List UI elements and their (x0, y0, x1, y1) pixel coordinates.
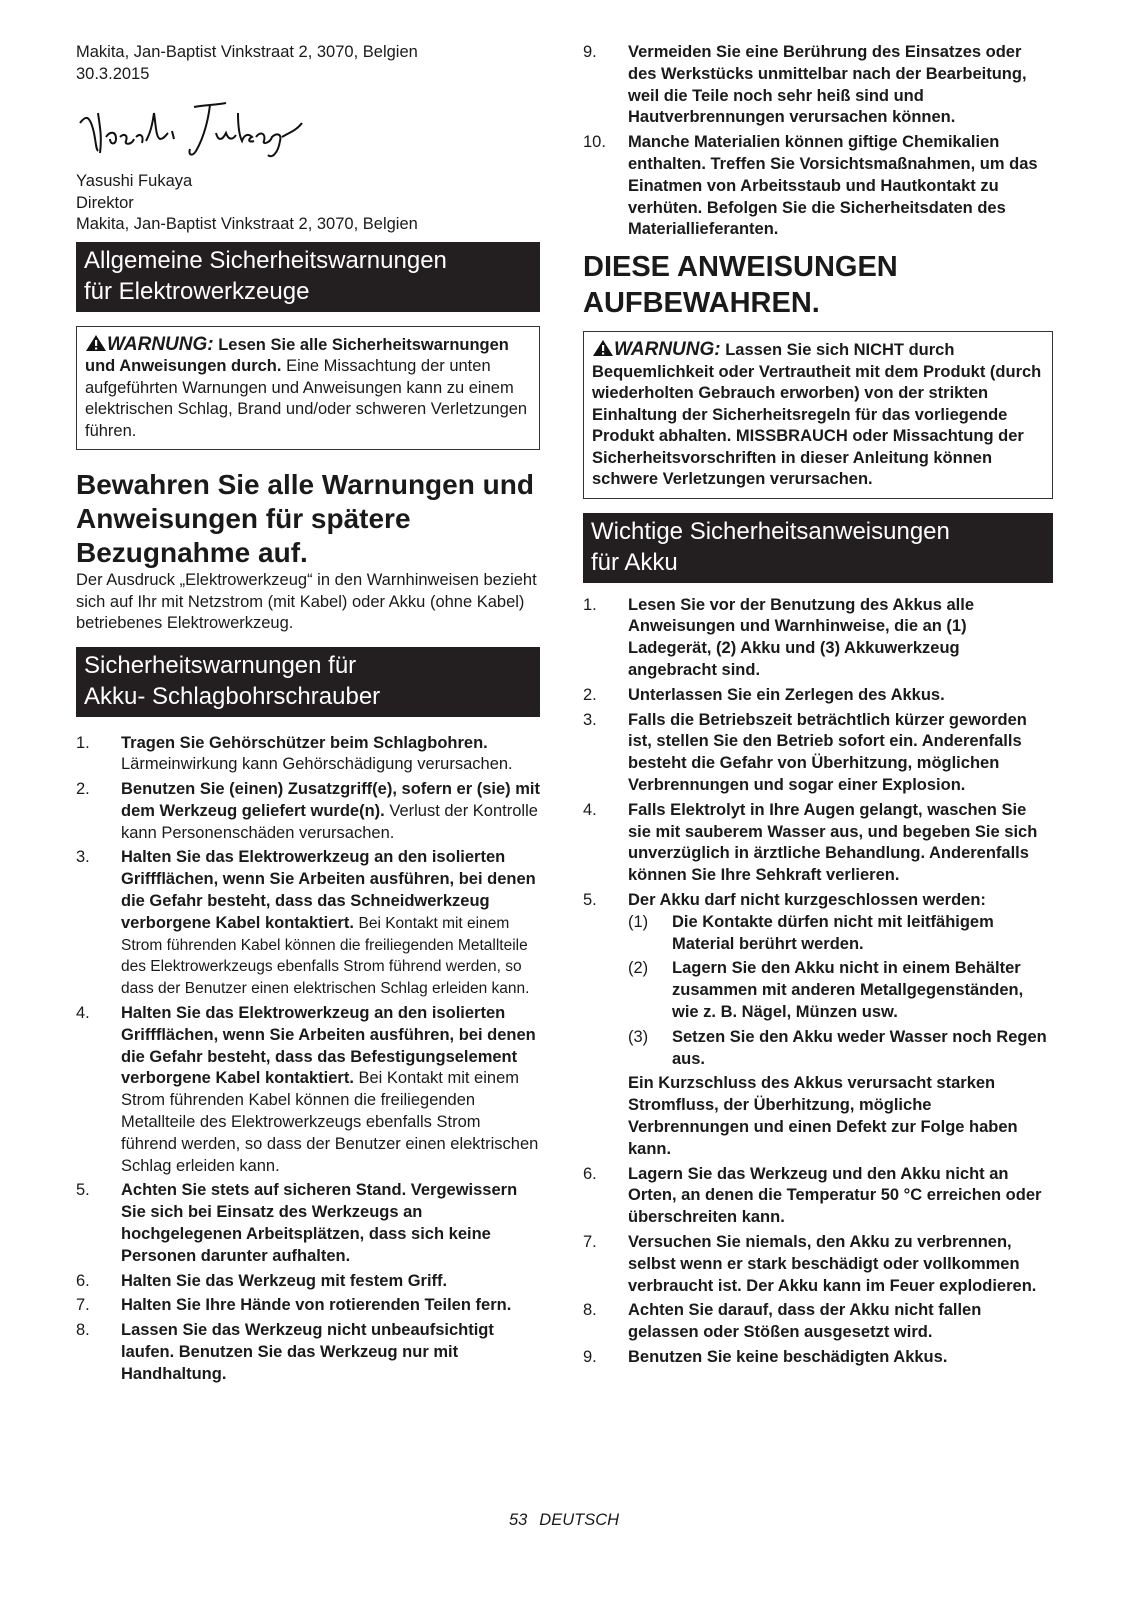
sub-item: (1) Die Kontakte dürfen nicht mit leitfähigem Material berührt werden. (628, 912, 994, 953)
keep-instructions-heading: Bewahren Sie alle Warnungen und Anweisungen für spätere Bezugnahme auf. (76, 469, 534, 568)
footer-language: DEUTSCH (539, 1511, 620, 1529)
list-item: 10. Manche Materialien können giftige Chemikalien enthalten. Treffen Sie Vorsichtsmaßnahmen, um das Einatmen von Arbeitsstaub und Hautkontakt zu verhüten. Befolgen Sie die Sicherheitsdaten des Materiallieferanten. (583, 133, 1038, 239)
signatory-address: Makita, Jan-Baptist Vinkstraat 2, 3070, Belgien (76, 215, 418, 233)
list-item: 3. Halten Sie das Elektrowerkzeug an den isolierten Griffflächen, wenn Sie Arbeiten ausführen, bei denen die Gefahr besteht, dass das Schneidwerkzeug verborgene Kabel kontaktiert. Bei Kontakt mit einem Strom führenden Kabel können die freiliegenden Metallteile des Elektrowerkzeugs ebenfalls Strom führend werden, so dass der Benutzer einen elektrischen Schlag erleiden kann. (76, 848, 536, 998)
keep-instructions-text: Der Ausdruck „Elektrowerkzeug“ in den Warnhinweisen bezieht sich auf Ihr mit Netzstrom (mit Kabel) oder Akku (ohne Kabel) betriebenes Elektrowerkzeug. (76, 571, 537, 632)
list-item: 8. Achten Sie darauf, dass der Akku nicht fallen gelassen oder Stößen ausgesetzt wird. (583, 1301, 982, 1342)
list-item: 8. Lassen Sie das Werkzeug nicht unbeaufsichtigt laufen. Benutzen Sie das Werkzeug nur mit Handhaltung. (76, 1321, 494, 1383)
signature-image (76, 93, 306, 165)
warning-triangle-icon (85, 334, 107, 352)
warning-triangle-icon (592, 339, 614, 357)
drill-safety-list-continued (583, 42, 1053, 241)
list-item: 2. Benutzen Sie (einen) Zusatzgriff(e), sofern er (sie) mit dem Werkzeug geliefert wurde(n). Verlust der Kontrolle kann Personenschäden verursachen. (76, 780, 540, 842)
list-item: 4. Falls Elektrolyt in Ihre Augen gelangt, waschen Sie sie mit sauberem Wasser aus, und begeben Sie sich unverzüglich in ärztliche Behandlung. Anderenfalls können Sie Ihre Sehkraft verlieren. (583, 800, 1038, 885)
sub-item: (3) Setzen Sie den Akku weder Wasser noch Regen aus. (628, 1027, 1047, 1068)
warning-text: Eine Missachtung der unten aufgeführten Warnungen und Anweisungen kann zu einem elektrischen Schlag, Brand und/oder schweren Verletzungen führen. (85, 357, 528, 440)
list-item: 5. Achten Sie stets auf sicheren Stand. Vergewissern Sie sich bei Einsatz des Werkzeugs an hochgelegenen Arbeitsplätzen, dass sich keine Personen darunter aufhalten. (76, 1181, 518, 1265)
warning-bold-text: Lesen Sie alle Sicherheitswarnungen und Anweisungen durch. (85, 335, 509, 375)
left-column (76, 42, 540, 1389)
page-footer (0, 1511, 1128, 1530)
section-header-general-safety: Allgemeine Sicherheitswarnungen für Elektrowerkzeuge (76, 242, 540, 312)
page-number: 53 (508, 1511, 528, 1529)
list-item: 2. Unterlassen Sie ein Zerlegen des Akkus. (583, 685, 945, 704)
list-item: 9. Benutzen Sie keine beschädigten Akkus. (583, 1347, 948, 1366)
list-item: 7. Halten Sie Ihre Hände von rotierenden Teilen fern. (76, 1296, 512, 1315)
date: 30.3.2015 (76, 64, 150, 83)
signatory-name: Yasushi Fukaya (76, 172, 193, 190)
keep-instructions-title: DIESE ANWEISUNGEN AUFBEWAHREN. (583, 251, 898, 320)
list-item: 7. Versuchen Sie niemals, den Akku zu verbrennen, selbst wenn er stark beschädigt oder vollkommen verbraucht ist. Der Akku kann im Feuer explodieren. (583, 1232, 1037, 1295)
signatory-title: Direktor (76, 193, 134, 212)
warning-label: WARNUNG: (614, 339, 721, 361)
address-line: Makita, Jan-Baptist Vinkstraat 2, 3070, Belgien (76, 43, 418, 61)
drill-safety-list (76, 733, 540, 1386)
warning-label: WARNUNG: (107, 333, 214, 355)
list-item: 6. Lagern Sie das Werkzeug und den Akku nicht an Orten, an denen die Temperatur 50 °C erreichen oder überschreiten kann. (583, 1164, 1042, 1227)
list-item: 1. Tragen Sie Gehörschützer beim Schlagbohren. Lärmeinwirkung kann Gehörschädigung verursachen. (76, 733, 513, 774)
warning-box-read-all (76, 326, 540, 451)
list-item: 3. Falls die Betriebszeit beträchtlich kürzer geworden ist, stellen Sie den Betrieb sofort ein. Anderenfalls besteht die Gefahr von Überhitzung, möglichen Verbrennungen und sogar einer Explosion. (583, 710, 1027, 795)
warning-box-misuse (583, 331, 1053, 499)
right-column (583, 42, 1053, 1372)
list-item: 6. Halten Sie das Werkzeug mit festem Griff. (76, 1271, 448, 1290)
list-item: 9. Vermeiden Sie eine Berührung des Einsatzes oder des Werkstücks unmittelbar nach der Bearbeitung, weil die Teile noch sehr heiß sind und Hautverbrennungen verursachen können. (583, 43, 1027, 127)
list-item: 4. Halten Sie das Elektrowerkzeug an den isolierten Griffflächen, wenn Sie Arbeiten ausführen, bei denen die Gefahr besteht, dass das Befestigungselement verborgene Kabel kontaktiert. Bei Kontakt mit einem Strom führenden Kabel können die freiliegenden Metallteile des Elektrowerkzeugs ebenfalls Strom führend werden, so dass der Benutzer einen elektrischen Schlag erleiden kann. (76, 1004, 539, 1175)
section-header-battery-safety: Wichtige Sicherheitsanweisungen für Akku (583, 513, 1053, 583)
warning-bold-text: Lassen Sie sich NICHT durch Bequemlichkeit oder Vertrautheit mit dem Produkt (durch wiederholten Gebrauch erworben) von der strikten Einhaltung der Sicherheitsregeln für das vorliegende Produkt abhalten. MISSBRAUCH oder Missachtung der Sicherheitsvorschriften in dieser Anleitung können schwere Verletzungen verursachen. (592, 341, 1042, 489)
list-item: 5. Der Akku darf nicht kurzgeschlossen werden: (1) Die Kontakte dürfen nicht mit leitfähigem Material berührt werden. (2) Lagern Sie den Akku nicht in einem Behälter zusammen mit anderen Metallgegenständen, wie z. B. Nägel, Münzen usw. (3) Setzen Sie den Akku weder Wasser noch Regen aus. Ein Kurzschluss des Akkus verursacht starken Stromfluss, der Überhitzung, mögliche Verbrennungen und einen Defekt zur Folge haben kann. (583, 890, 1053, 1161)
battery-safety-list (583, 595, 1053, 1369)
section-header-drill-safety: Sicherheitswarnungen für Akku- Schlagbohrschrauber (76, 647, 540, 717)
list-item: 1. Lesen Sie vor der Benutzung des Akkus alle Anweisungen und Warnhinweise, die an (1) Ladegerät, (2) Akku und (3) Akkuwerkzeug angebracht sind. (583, 595, 974, 680)
sub-item: (2) Lagern Sie den Akku nicht in einem Behälter zusammen mit anderen Metallgegenständen, wie z. B. Nägel, Münzen usw. (628, 959, 1024, 1022)
